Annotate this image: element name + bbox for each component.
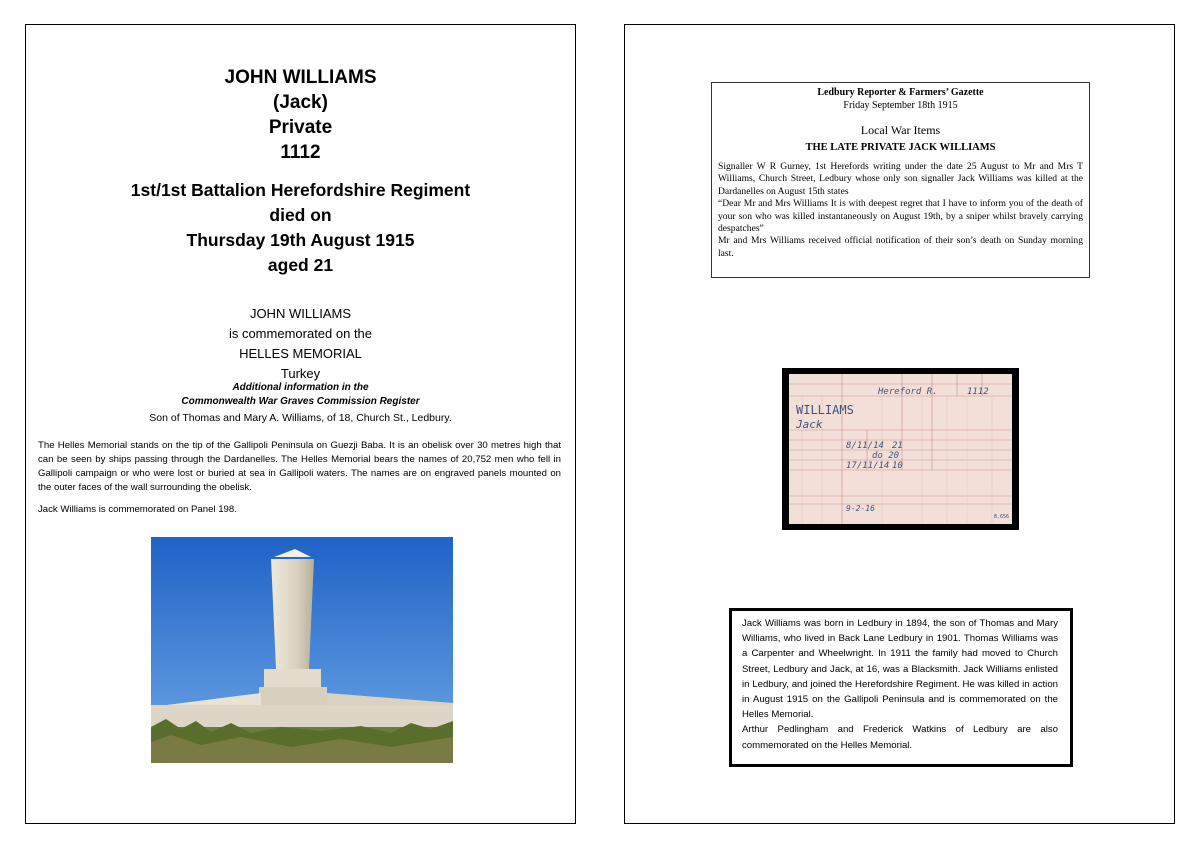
newspaper-paragraph-3: Mr and Mrs Williams received official notification of their son’s death on Sunday morning last. — [718, 235, 1083, 259]
card-date-2: 21 — [892, 441, 903, 451]
memorial-name: HELLES MEMORIAL — [239, 346, 362, 361]
card-regt-no: 1112 — [967, 387, 989, 397]
card-corps: Hereford R. — [878, 387, 938, 397]
record-card-image — [782, 368, 1019, 530]
right-page — [624, 24, 1175, 824]
commemorated-name: JOHN WILLIAMS — [249, 306, 352, 321]
memorial-description: The Helles Memorial stands on the tip of the Gallipoli Peninsula on Guezji Baba. It is an obelisk over 30 metres high that can be seen by ships passing through the Dardanelles. The Helles Memorial bears the names of 20,752 men who fell in Gallipoli campaign or who were lost or buried at sea in Gallipoli waters. The names are on engraved panels mounted on the outer faces of the wall surrounding the obelisk. — [38, 440, 561, 493]
panel-number: Jack Williams is commemorated on Panel 198. — [38, 504, 237, 515]
soldier-header — [26, 65, 575, 165]
helles-memorial-photo — [151, 537, 453, 763]
card-entry-date: 9-2-16 — [846, 504, 875, 513]
additional-info-heading — [26, 381, 575, 409]
unit-name: 1st/1st Battalion Herefordshire Regiment — [130, 180, 471, 200]
card-date-3: do 20 — [872, 451, 900, 461]
service-number: 1112 — [280, 142, 321, 163]
biography-paragraph-1: Jack Williams was born in Ledbury in 1894, the son of Thomas and Mary Williams, who lived in Back Lane Ledbury in 1901. Thomas Williams was a Carpenter and Wheelwright. In 1911 the family had moved to Church Street, Ledbury and Jack, at 16, was a Blacksmith. Jack Williams enlisted in Ledbury, and joined the Herefordshire Regiment. He was killed in action in August 1915 on the Gallipoli Peninsula and is commemorated on the Helles Memorial. — [742, 618, 1058, 721]
newspaper-date: Friday September 18th 1915 — [843, 100, 958, 111]
date-of-death: Thursday 19th August 1915 — [186, 230, 415, 250]
newspaper-title: Ledbury Reporter & Farmers’ Gazette — [817, 87, 984, 98]
commemorated-on-label: is commemorated on the — [228, 326, 373, 341]
parents-info: Son of Thomas and Mary A. Williams, of 18, Church St., Ledbury. — [149, 412, 452, 424]
newspaper-body — [718, 161, 1083, 260]
additional-info-line2: Commonwealth War Graves Commission Register — [181, 396, 420, 407]
newspaper-paragraph-1: Signaller W R Gurney, 1st Herefords writing under the date 25 August to Mr and Mrs T Williams, Church Street, Ledbury whose only son signaller Jack Williams was killed at the Dardanelles on August 15th states — [718, 161, 1083, 197]
biography-paragraph-2: Arthur Pedlingham and Frederick Watkins of Ledbury are also commemorated on the Helles Memorial. — [742, 724, 1058, 751]
soldier-nickname: (Jack) — [273, 92, 328, 113]
newspaper-section: Local War Items — [860, 123, 941, 137]
additional-info-line1: Additional information in the — [232, 382, 369, 393]
left-page — [25, 24, 576, 824]
newspaper-paragraph-2: “Dear Mr and Mrs Williams It is with deepest regret that I have to inform you of the death of your son who was killed instantaneously on August 19th, by a sniper whilst bravely carrying despatches” — [718, 198, 1083, 235]
soldier-name: JOHN WILLIAMS — [224, 67, 377, 88]
died-on-label: died on — [269, 205, 332, 225]
unit-header — [26, 178, 575, 278]
memorial-country: Turkey — [280, 366, 321, 381]
medal-record-card — [782, 368, 1019, 530]
card-date-1: 8/11/14 — [846, 441, 884, 451]
card-form-number: B.656 — [994, 514, 1010, 520]
card-number: 10 — [892, 461, 903, 471]
newspaper-clipping — [711, 82, 1090, 278]
card-forename: Jack — [796, 418, 823, 431]
newspaper-headline: THE LATE PRIVATE JACK WILLIAMS — [805, 142, 996, 153]
age-at-death: aged 21 — [267, 255, 334, 275]
biography-box — [729, 608, 1073, 767]
biography-text — [742, 616, 1058, 753]
commemoration-block — [26, 304, 575, 384]
card-date-4: 17/11/14 — [846, 461, 890, 471]
obelisk-image — [151, 537, 453, 763]
soldier-rank: Private — [268, 117, 333, 138]
card-surname: WILLIAMS — [796, 403, 854, 417]
